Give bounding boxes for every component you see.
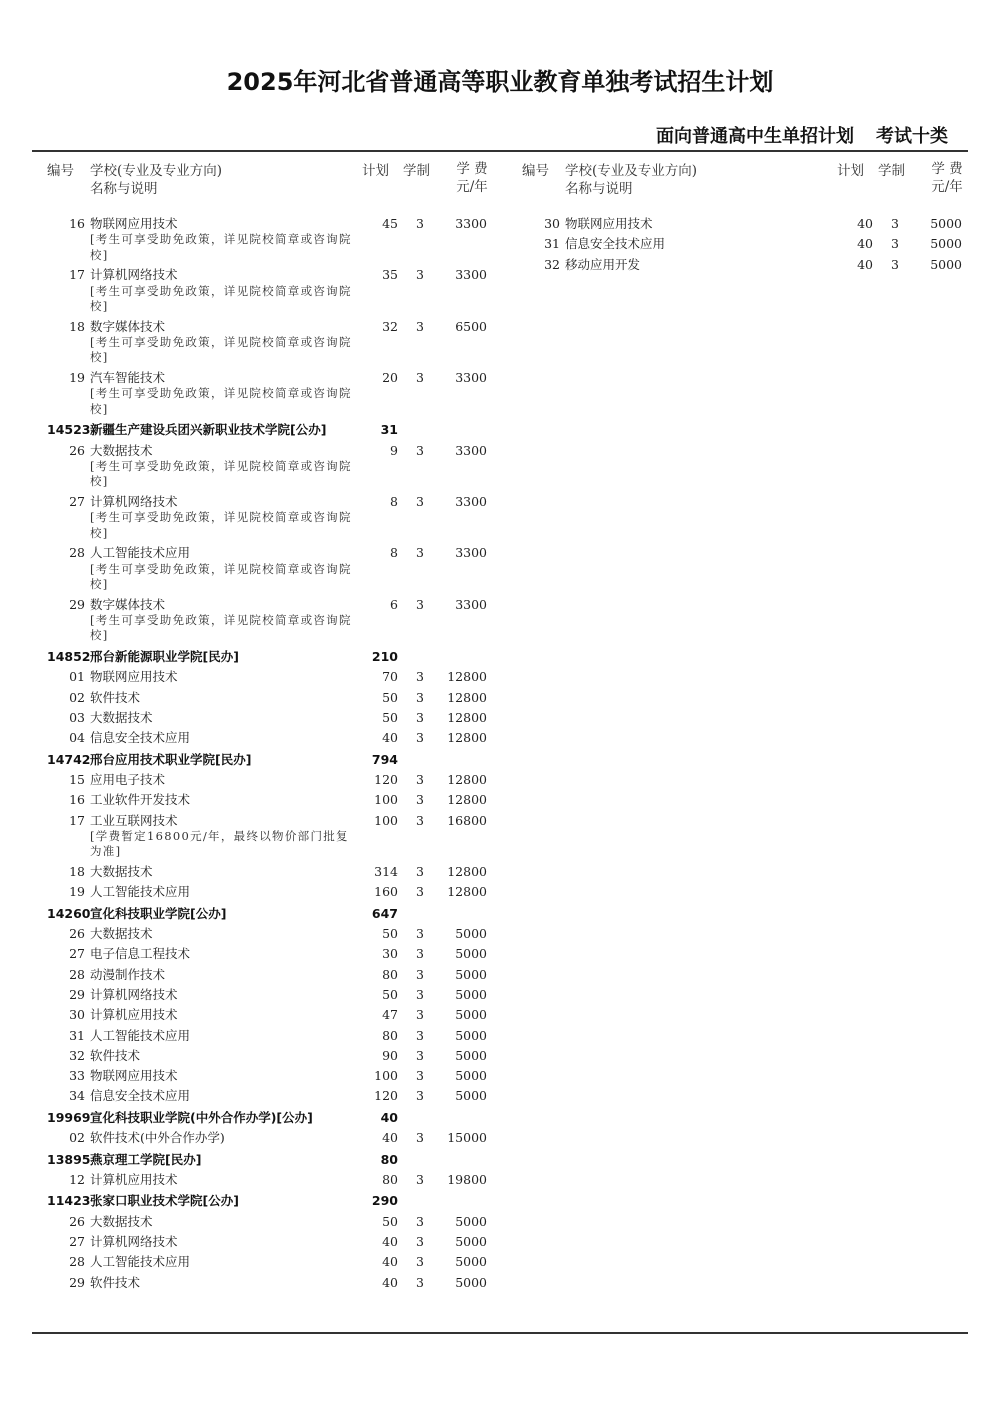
major-years: 3 bbox=[416, 1274, 424, 1290]
major-years: 3 bbox=[416, 1254, 424, 1270]
school-plan: 31 bbox=[380, 422, 398, 438]
school-code: 13895 bbox=[47, 1151, 91, 1167]
major-row bbox=[40, 944, 490, 964]
major-years: 3 bbox=[416, 1234, 424, 1250]
major-name: 人工智能技术应用 bbox=[90, 884, 191, 900]
plan-type: 面向普通高中生单招计划 bbox=[656, 126, 854, 147]
major-plan: 120 bbox=[374, 1088, 398, 1104]
major-fee: 3300 bbox=[455, 545, 487, 561]
major-row bbox=[40, 985, 490, 1005]
major-code: 18 bbox=[69, 863, 85, 879]
header-fee: 学 费 元/年 bbox=[931, 161, 963, 195]
major-fee: 5000 bbox=[455, 926, 487, 942]
major-row bbox=[40, 790, 490, 810]
school-row bbox=[40, 646, 490, 668]
school-name: 张家口职业技术学院[公办] bbox=[90, 1193, 239, 1209]
header-years: 学制 bbox=[878, 163, 905, 179]
major-code: 27 bbox=[69, 946, 85, 962]
major-row bbox=[40, 1252, 490, 1272]
school-row bbox=[40, 1107, 490, 1129]
major-name: 物联网应用技术 bbox=[565, 216, 653, 231]
major-name: 大数据技术 bbox=[90, 1213, 153, 1229]
major-row bbox=[40, 1128, 490, 1148]
major-fee: 6500 bbox=[455, 318, 487, 334]
major-code: 29 bbox=[69, 596, 85, 612]
header-code: 编号 bbox=[47, 163, 74, 179]
major-name: 信息安全技术应用 bbox=[90, 1088, 191, 1104]
right-rows bbox=[515, 214, 965, 275]
major-name: 大数据技术 bbox=[90, 863, 153, 879]
major-fee: 5000 bbox=[930, 256, 962, 272]
school-name: 新疆生产建设兵团兴新职业技术学院[公办] bbox=[90, 422, 327, 438]
major-code: 19 bbox=[69, 884, 85, 900]
major-years: 3 bbox=[416, 772, 424, 788]
major-name: 信息安全技术应用 bbox=[90, 730, 191, 746]
major-plan: 40 bbox=[857, 236, 873, 252]
major-name: 物联网应用技术 bbox=[90, 669, 178, 685]
major-years: 3 bbox=[416, 730, 424, 746]
header-years: 学制 bbox=[403, 163, 430, 179]
major-row bbox=[40, 1170, 490, 1190]
major-plan: 40 bbox=[857, 256, 873, 272]
major-plan: 100 bbox=[374, 1068, 398, 1084]
major-name: 工业软件开发技术 bbox=[90, 792, 191, 808]
major-code: 27 bbox=[69, 1234, 85, 1250]
header-name: 学校(专业及专业方向) 名称与说明 bbox=[90, 163, 223, 197]
left-rows bbox=[40, 214, 490, 1293]
major-row bbox=[40, 265, 490, 316]
major-name: 数字媒体技术 bbox=[90, 318, 166, 334]
major-row bbox=[515, 234, 965, 254]
major-fee: 5000 bbox=[455, 1254, 487, 1270]
major-fee: 5000 bbox=[455, 986, 487, 1002]
major-plan: 35 bbox=[382, 267, 398, 283]
table-header bbox=[40, 160, 490, 208]
school-row bbox=[40, 903, 490, 925]
major-row bbox=[40, 317, 490, 368]
major-fee: 16800 bbox=[447, 812, 487, 828]
major-years: 3 bbox=[416, 493, 424, 509]
major-code: 16 bbox=[69, 792, 85, 808]
school-code: 14523 bbox=[47, 422, 91, 438]
major-plan: 9 bbox=[390, 442, 398, 458]
major-fee: 19800 bbox=[447, 1172, 487, 1188]
major-fee: 12800 bbox=[447, 884, 487, 900]
major-plan: 20 bbox=[382, 369, 398, 385]
major-name: 电子信息工程技术 bbox=[90, 946, 191, 962]
major-years: 3 bbox=[416, 1213, 424, 1229]
major-code: 29 bbox=[69, 986, 85, 1002]
major-name: 软件技术 bbox=[90, 689, 141, 705]
school-name: 邢台新能源职业学院[民办] bbox=[90, 648, 239, 664]
major-code: 01 bbox=[69, 669, 85, 685]
major-name: 汽车智能技术 bbox=[90, 369, 166, 385]
major-fee: 5000 bbox=[455, 1027, 487, 1043]
major-code: 29 bbox=[69, 1274, 85, 1290]
major-row bbox=[40, 1066, 490, 1086]
major-row bbox=[40, 1005, 490, 1025]
exam-category: 考试十类 bbox=[876, 126, 948, 147]
major-row bbox=[40, 770, 490, 790]
major-name: 物联网应用技术 bbox=[90, 216, 178, 231]
school-name: 邢台应用技术职业学院[民办] bbox=[90, 751, 252, 767]
major-fee: 12800 bbox=[447, 772, 487, 788]
major-name: 软件技术 bbox=[90, 1274, 141, 1290]
major-plan: 40 bbox=[857, 216, 873, 231]
major-code: 15 bbox=[69, 772, 85, 788]
major-name: 应用电子技术 bbox=[90, 772, 166, 788]
major-fee: 3300 bbox=[455, 596, 487, 612]
major-plan: 40 bbox=[382, 1234, 398, 1250]
major-fee: 5000 bbox=[455, 1213, 487, 1229]
major-row bbox=[40, 1046, 490, 1066]
major-plan: 50 bbox=[382, 709, 398, 725]
major-years: 3 bbox=[416, 1130, 424, 1146]
school-name: 燕京理工学院[民办] bbox=[90, 1151, 202, 1167]
major-code: 28 bbox=[69, 966, 85, 982]
major-row bbox=[40, 492, 490, 543]
major-plan: 6 bbox=[390, 596, 398, 612]
major-plan: 32 bbox=[382, 318, 398, 334]
major-name: 大数据技术 bbox=[90, 926, 153, 942]
major-code: 18 bbox=[69, 318, 85, 334]
school-plan: 290 bbox=[371, 1193, 398, 1209]
major-code: 17 bbox=[69, 267, 85, 283]
major-plan: 47 bbox=[382, 1007, 398, 1023]
header-name: 学校(专业及专业方向) 名称与说明 bbox=[565, 163, 698, 197]
major-code: 03 bbox=[69, 709, 85, 725]
major-row bbox=[40, 595, 490, 646]
major-name: 大数据技术 bbox=[90, 709, 153, 725]
major-code: 30 bbox=[69, 1007, 85, 1023]
major-plan: 80 bbox=[382, 966, 398, 982]
major-row bbox=[40, 1026, 490, 1046]
major-years: 3 bbox=[891, 256, 899, 272]
major-fee: 3300 bbox=[455, 216, 487, 231]
document-title: 2025年河北省普通高等职业教育单独考试招生计划 bbox=[226, 68, 774, 96]
major-row bbox=[40, 368, 490, 419]
major-plan: 50 bbox=[382, 986, 398, 1002]
major-plan: 40 bbox=[382, 1130, 398, 1146]
header-code: 编号 bbox=[522, 163, 549, 179]
major-years: 3 bbox=[416, 1088, 424, 1104]
major-years: 3 bbox=[416, 669, 424, 685]
major-name: 计算机网络技术 bbox=[90, 267, 178, 283]
major-years: 3 bbox=[891, 236, 899, 252]
major-fee: 12800 bbox=[447, 730, 487, 746]
major-fee: 15000 bbox=[447, 1130, 487, 1146]
major-code: 30 bbox=[544, 216, 560, 231]
major-years: 3 bbox=[416, 1027, 424, 1043]
major-name: 计算机网络技术 bbox=[90, 493, 178, 509]
major-years: 3 bbox=[416, 926, 424, 942]
header-plan: 计划 bbox=[362, 163, 389, 179]
major-name: 人工智能技术应用 bbox=[90, 545, 191, 561]
major-name: 移动应用开发 bbox=[565, 256, 641, 272]
major-fee: 3300 bbox=[455, 493, 487, 509]
major-years: 3 bbox=[416, 1047, 424, 1063]
major-row bbox=[40, 1212, 490, 1232]
major-name: 计算机网络技术 bbox=[90, 986, 178, 1002]
school-row bbox=[40, 419, 490, 441]
major-years: 3 bbox=[416, 545, 424, 561]
major-row bbox=[40, 924, 490, 944]
major-fee: 3300 bbox=[455, 267, 487, 283]
major-fee: 12800 bbox=[447, 669, 487, 685]
major-name: 物联网应用技术 bbox=[90, 1068, 178, 1084]
major-fee: 5000 bbox=[455, 966, 487, 982]
major-row bbox=[40, 1273, 490, 1293]
major-years: 3 bbox=[416, 792, 424, 808]
major-row bbox=[40, 811, 490, 862]
major-years: 3 bbox=[416, 812, 424, 828]
major-years: 3 bbox=[416, 884, 424, 900]
major-code: 31 bbox=[69, 1027, 85, 1043]
major-fee: 5000 bbox=[455, 946, 487, 962]
major-fee: 12800 bbox=[447, 709, 487, 725]
major-note: [考生可享受助免政策，详见院校简章或咨询院校] bbox=[90, 612, 352, 643]
major-plan: 40 bbox=[382, 730, 398, 746]
school-row bbox=[40, 749, 490, 771]
school-code: 19969 bbox=[47, 1109, 91, 1125]
major-fee: 5000 bbox=[455, 1068, 487, 1084]
major-name: 计算机应用技术 bbox=[90, 1007, 178, 1023]
major-plan: 80 bbox=[382, 1027, 398, 1043]
major-row bbox=[40, 688, 490, 708]
major-name: 工业互联网技术 bbox=[90, 812, 178, 828]
major-plan: 50 bbox=[382, 926, 398, 942]
major-plan: 70 bbox=[382, 669, 398, 685]
major-plan: 40 bbox=[382, 1254, 398, 1270]
major-years: 3 bbox=[416, 863, 424, 879]
major-fee: 3300 bbox=[455, 369, 487, 385]
major-name: 人工智能技术应用 bbox=[90, 1027, 191, 1043]
major-code: 26 bbox=[69, 926, 85, 942]
major-row bbox=[40, 882, 490, 902]
major-years: 3 bbox=[416, 966, 424, 982]
major-note: [考生可享受助免政策，详见院校简章或咨询院校] bbox=[90, 458, 352, 489]
major-code: 12 bbox=[69, 1172, 85, 1188]
school-plan: 40 bbox=[380, 1109, 398, 1125]
bottom-divider bbox=[32, 1332, 968, 1334]
major-name: 动漫制作技术 bbox=[90, 966, 166, 982]
major-row bbox=[40, 214, 490, 265]
major-code: 32 bbox=[69, 1047, 85, 1063]
major-plan: 30 bbox=[382, 946, 398, 962]
major-years: 3 bbox=[416, 267, 424, 283]
major-name: 软件技术(中外合作办学) bbox=[90, 1130, 225, 1146]
major-row bbox=[40, 441, 490, 492]
major-code: 26 bbox=[69, 1213, 85, 1229]
major-note: [考生可享受助免政策，详见院校简章或咨询院校] bbox=[90, 334, 352, 365]
major-fee: 5000 bbox=[455, 1274, 487, 1290]
right-column bbox=[515, 160, 965, 275]
school-plan: 210 bbox=[371, 648, 398, 664]
major-plan: 100 bbox=[374, 792, 398, 808]
major-years: 3 bbox=[416, 442, 424, 458]
major-row bbox=[40, 667, 490, 687]
major-plan: 45 bbox=[382, 216, 398, 231]
major-code: 26 bbox=[69, 442, 85, 458]
major-plan: 8 bbox=[390, 545, 398, 561]
major-years: 3 bbox=[416, 946, 424, 962]
major-code: 27 bbox=[69, 493, 85, 509]
major-row bbox=[40, 1086, 490, 1106]
major-code: 17 bbox=[69, 812, 85, 828]
major-fee: 5000 bbox=[455, 1047, 487, 1063]
major-years: 3 bbox=[891, 216, 899, 231]
major-years: 3 bbox=[416, 596, 424, 612]
major-years: 3 bbox=[416, 1007, 424, 1023]
section-subtitle bbox=[634, 122, 948, 148]
school-name: 宣化科技职业学院[公办] bbox=[90, 905, 227, 921]
major-note: [学费暂定16800元/年，最终以物价部门批复为准] bbox=[90, 828, 349, 859]
major-name: 大数据技术 bbox=[90, 442, 153, 458]
school-code: 14742 bbox=[47, 751, 91, 767]
major-name: 人工智能技术应用 bbox=[90, 1254, 191, 1270]
major-row bbox=[515, 255, 965, 275]
major-code: 28 bbox=[69, 545, 85, 561]
major-fee: 5000 bbox=[455, 1007, 487, 1023]
major-years: 3 bbox=[416, 216, 424, 231]
school-row bbox=[40, 1149, 490, 1171]
major-fee: 5000 bbox=[930, 236, 962, 252]
major-note: [考生可享受助免政策，详见院校简章或咨询院校] bbox=[90, 232, 352, 262]
major-years: 3 bbox=[416, 689, 424, 705]
major-fee: 12800 bbox=[447, 689, 487, 705]
major-row bbox=[40, 965, 490, 985]
major-code: 28 bbox=[69, 1254, 85, 1270]
major-code: 04 bbox=[69, 730, 85, 746]
major-plan: 160 bbox=[374, 884, 398, 900]
major-plan: 80 bbox=[382, 1172, 398, 1188]
major-row bbox=[515, 214, 965, 234]
major-code: 16 bbox=[69, 216, 85, 231]
major-code: 32 bbox=[544, 256, 560, 272]
school-code: 14260 bbox=[47, 905, 91, 921]
header-plan: 计划 bbox=[837, 163, 864, 179]
major-name: 信息安全技术应用 bbox=[565, 236, 666, 252]
major-fee: 5000 bbox=[930, 216, 962, 231]
major-plan: 50 bbox=[382, 1213, 398, 1229]
major-fee: 3300 bbox=[455, 442, 487, 458]
major-years: 3 bbox=[416, 1068, 424, 1084]
major-years: 3 bbox=[416, 1172, 424, 1188]
major-code: 31 bbox=[544, 236, 560, 252]
major-note: [考生可享受助免政策，详见院校简章或咨询院校] bbox=[90, 510, 352, 540]
major-plan: 50 bbox=[382, 689, 398, 705]
major-code: 33 bbox=[69, 1068, 85, 1084]
major-plan: 40 bbox=[382, 1274, 398, 1290]
major-name: 计算机应用技术 bbox=[90, 1172, 178, 1188]
school-code: 11423 bbox=[47, 1193, 91, 1209]
major-plan: 100 bbox=[374, 812, 398, 828]
major-code: 34 bbox=[69, 1088, 85, 1104]
school-plan: 80 bbox=[380, 1151, 398, 1167]
major-fee: 12800 bbox=[447, 792, 487, 808]
major-note: [考生可享受助免政策，详见院校简章或咨询院校] bbox=[90, 283, 352, 314]
school-plan: 647 bbox=[371, 905, 398, 921]
major-years: 3 bbox=[416, 369, 424, 385]
major-plan: 120 bbox=[374, 772, 398, 788]
major-name: 计算机网络技术 bbox=[90, 1234, 178, 1250]
school-row bbox=[40, 1190, 490, 1212]
major-row bbox=[40, 543, 490, 594]
major-name: 软件技术 bbox=[90, 1047, 141, 1063]
major-note: [考生可享受助免政策，详见院校简章或咨询院校] bbox=[90, 561, 352, 592]
header-fee: 学 费 元/年 bbox=[456, 161, 488, 195]
major-fee: 5000 bbox=[455, 1088, 487, 1104]
major-row bbox=[40, 728, 490, 748]
major-plan: 8 bbox=[390, 493, 398, 509]
top-divider bbox=[32, 150, 968, 152]
major-code: 19 bbox=[69, 369, 85, 385]
major-row bbox=[40, 1232, 490, 1252]
major-code: 02 bbox=[69, 1130, 85, 1146]
major-code: 02 bbox=[69, 689, 85, 705]
major-years: 3 bbox=[416, 986, 424, 1002]
major-note: [考生可享受助免政策，详见院校简章或咨询院校] bbox=[90, 386, 352, 416]
school-name: 宣化科技职业学院(中外合作办学)[公办] bbox=[90, 1109, 313, 1125]
major-row bbox=[40, 708, 490, 728]
major-fee: 5000 bbox=[455, 1234, 487, 1250]
school-plan: 794 bbox=[371, 751, 398, 767]
major-plan: 314 bbox=[374, 863, 398, 879]
major-plan: 90 bbox=[382, 1047, 398, 1063]
major-years: 3 bbox=[416, 318, 424, 334]
major-years: 3 bbox=[416, 709, 424, 725]
left-column bbox=[40, 160, 490, 1293]
major-row bbox=[40, 862, 490, 882]
table-header bbox=[515, 160, 965, 208]
major-name: 数字媒体技术 bbox=[90, 596, 166, 612]
school-code: 14852 bbox=[47, 648, 91, 664]
major-fee: 12800 bbox=[447, 863, 487, 879]
